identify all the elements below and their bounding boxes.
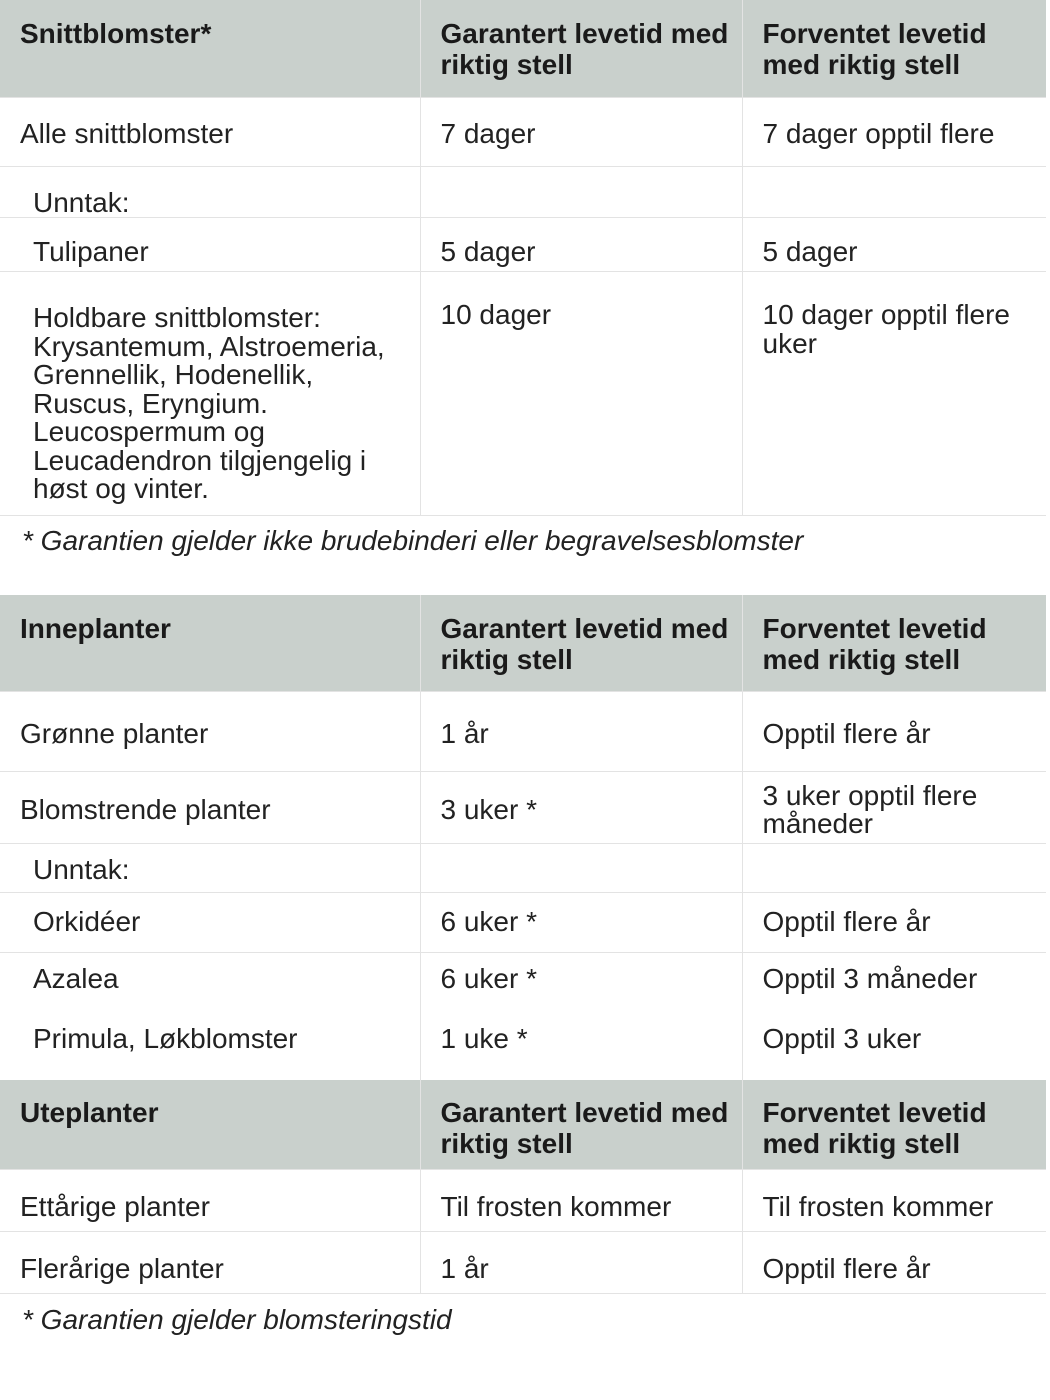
table-row [0, 272, 1046, 516]
cell: Opptil 3 uker [762, 1023, 922, 1054]
table-row [0, 97, 1046, 166]
header-label: Garantert levetid med riktig stell [440, 613, 729, 675]
cell: 10 dager opptil flere uker [762, 299, 1011, 359]
column-header [742, 0, 1046, 97]
divider [0, 1293, 1046, 1294]
cell: Orkidéer [33, 905, 141, 937]
cell: 6 uker * [440, 905, 537, 937]
cell: Opptil flere år [762, 905, 931, 937]
table-row [0, 892, 1046, 952]
column-header [420, 0, 742, 97]
cell: Primula, Løkblomster [33, 1023, 298, 1054]
cell: 6 uker * [440, 962, 537, 994]
cell: Blomstrende planter [20, 793, 271, 825]
table-header-row [0, 1080, 1046, 1169]
column-header [420, 1080, 742, 1169]
cell: 3 uker opptil flere måneder [762, 779, 978, 839]
cell: Til frosten kommer [440, 1190, 672, 1222]
cell: 7 dager [440, 117, 536, 149]
cell: Unntak: [33, 853, 130, 885]
cell: 10 dager [440, 299, 552, 330]
table-row [0, 1231, 1046, 1293]
cell: Opptil flere år [762, 1252, 931, 1284]
table-row [0, 843, 1046, 892]
cell: Opptil 3 måneder [762, 962, 978, 994]
column-header [0, 0, 420, 97]
cell: Alle snittblomster [20, 117, 234, 149]
column-header [0, 1080, 420, 1169]
column-header [742, 595, 1046, 691]
column-header [420, 595, 742, 691]
header-label: Garantert levetid med riktig stell [440, 18, 729, 80]
cell: 1 år [440, 1252, 489, 1284]
cell: Opptil flere år [762, 717, 931, 749]
cell: 5 dager [440, 236, 536, 267]
cell: Tulipaner [33, 236, 149, 267]
table-header-row [0, 0, 1046, 97]
cell: 5 dager [762, 236, 858, 267]
cell: 1 uke * [440, 1023, 528, 1054]
table-row [0, 952, 1046, 1012]
cell: Til frosten kommer [762, 1190, 994, 1222]
header-label: Snittblomster* [20, 18, 212, 49]
table-row [0, 166, 1046, 218]
indoor-plants-table [0, 595, 1046, 1080]
cell: Azalea [33, 962, 119, 994]
header-label: Forventet levetid med riktig stell [762, 18, 987, 80]
column-header [742, 1080, 1046, 1169]
table-row [0, 1012, 1046, 1080]
outdoor-plants-table [0, 1080, 1046, 1293]
header-label: Inneplanter [20, 613, 171, 644]
divider [0, 515, 1046, 516]
table-row [0, 771, 1046, 843]
cell: Holdbare snittblomster: Krysantemum, Alstroemeria, Grennellik, Hodenellik, Ruscus, Eryngium. Leucospermum og Leucadendron tilgjengelig i høst og vinter. [33, 302, 385, 504]
cell: Flerårige planter [20, 1252, 224, 1284]
table-row [0, 1169, 1046, 1231]
table-header-row [0, 595, 1046, 691]
cell: 7 dager opptil flere [762, 117, 995, 149]
cell: Ettårige planter [20, 1190, 210, 1222]
header-label: Uteplanter [20, 1097, 159, 1128]
table-row [0, 218, 1046, 272]
cut-flowers-table [0, 0, 1046, 516]
cell: Grønne planter [20, 717, 209, 749]
footnote: * Garantien gjelder ikke brudebinderi eller begravelsesblomster [22, 525, 804, 556]
footnote: * Garantien gjelder blomsteringstid [22, 1304, 452, 1335]
table-row [0, 691, 1046, 771]
cell: 1 år [440, 717, 489, 749]
header-label: Forventet levetid med riktig stell [762, 613, 987, 675]
header-label: Forventet levetid med riktig stell [762, 1097, 987, 1159]
header-label: Garantert levetid med riktig stell [440, 1097, 729, 1159]
cell: Unntak: [33, 186, 130, 218]
column-header [0, 595, 420, 691]
cell: 3 uker * [440, 793, 537, 825]
